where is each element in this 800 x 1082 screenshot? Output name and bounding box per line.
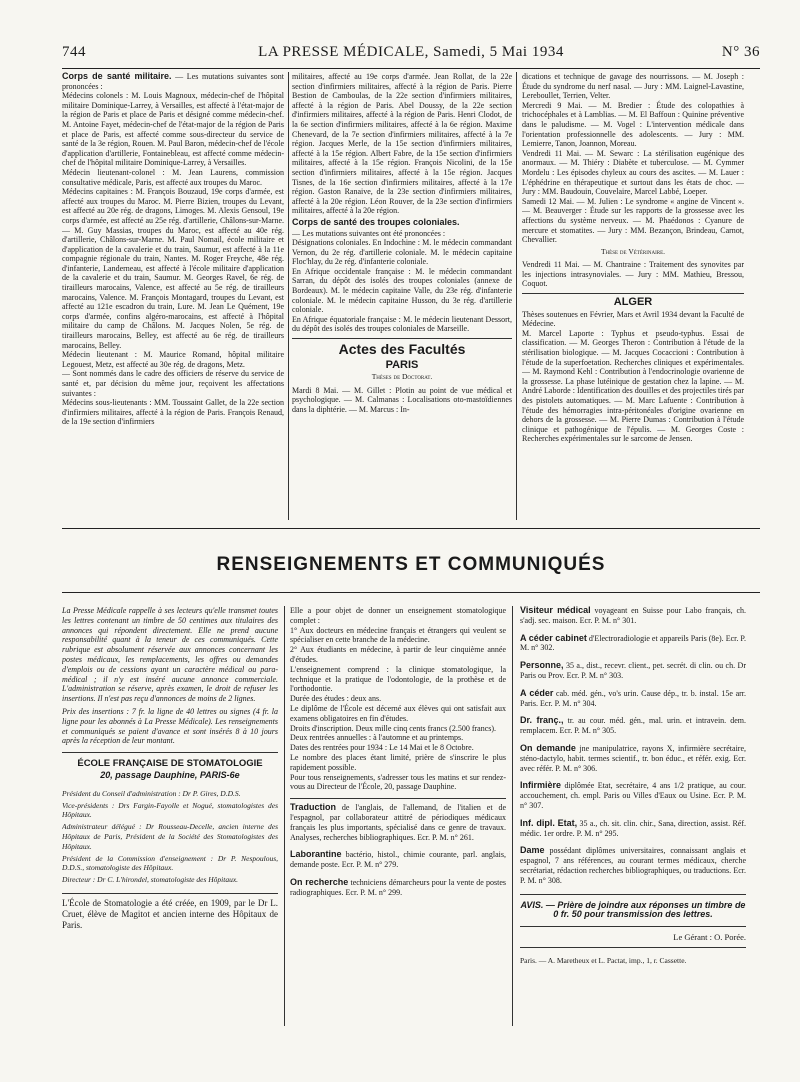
column-theses (522, 72, 744, 520)
ad-title: Personne, (520, 660, 564, 671)
ad-text: de l'anglais, de l'allemand, de l'italien et de l'espagnol, par collaborateur attitré de périodiques médicaux français les plus importants, spécialisé dans ce genre de travaux. Analyses, recherches bibliographiques. Ecr. P. M. n° 261. (290, 803, 506, 842)
paragraph: Pour tous renseignements, s'adresser tous les matins et sur rendez-vous au Directeur de l'École, 20, passage Dauphine. (290, 772, 506, 792)
page-number: 744 (62, 44, 86, 60)
divider (290, 798, 506, 799)
classified-ad (520, 689, 746, 709)
officer-line: Directeur : Dr C. L'hirondel, stomatologiste des Hôpitaux. (62, 875, 239, 885)
paragraph: Médecins colonels : M. Louis Magnoux, médecin-chef de l'hôpital militaire Dominique-Larrey, à Versailles, est affecté à l'état-major de la région de Paris et place de Paris et désigné comme médecin-chef. M. Antoine Fayet, médecin-chef de l'état-major de la région de Paris et place de Paris, est affecté comme sous-directeur du service de santé de la 3e région, Rouen. M. Paul Baron, médecin-chef de l'école d'application d'artillerie, Fontainebleau, est affecté comme médecin-chef de l'hôpital militaire Dominique-Larrey, à Versailles. (62, 91, 284, 168)
paragraph: Le diplôme de l'École est décerné aux élèves qui ont satisfait aux examens obligatoires en fin d'études. (290, 703, 506, 723)
officer-line: Administrateur délégué : Dr Rousseau-Decelle, ancien interne des Hôpitaux de Paris, Président de la Société des Stomatologistes des Hôpitaux. (62, 822, 278, 851)
rubric-prices: Prix des insertions : 7 fr. la ligne de 40 lettres ou signes (4 fr. la ligne pour les abonnés à La Presse Médicale). Les renseignements et communiqués se paient d'avance et sont insérés 8 à 10 jours après la réception de leur montant. (62, 706, 278, 746)
ad-text: possédant diplômes universitaires, connaissant anglais et espagnol, 7 ans références, au courant termes médicaux, cherche secrétariat, rédaction recherches bibliographiques, ou traductions. Ecr. P. M. n° 308. (520, 846, 746, 885)
paragraph: Désignations coloniales. En Indochine : M. le médecin commandant Vernon, du 2e rég. d'artillerie coloniale. M. le médecin capitaine Floc'hlay, du 2e rég. d'infanterie coloniale. (292, 238, 512, 267)
paragraph: Mardi 8 Mai. — M. Gillet : Plotin au point de vue médical et psychologique. — M. Calmanas : Localisations oto-mastoïdiennes dans la diphtérie. — M. Marcus : In- (292, 385, 512, 414)
ad-title: Inf. dipl. Etat, (520, 817, 578, 828)
paragraph: Thèses soutenues en Février, Mars et Avril 1934 devant la Faculté de Médecine. (522, 309, 744, 329)
rubric-column-1 (62, 606, 278, 1040)
section-rule (62, 528, 760, 529)
ad-title: Dame (520, 845, 545, 856)
column-divider (288, 72, 289, 520)
ad-text: voyageant en Suisse pour Labo français, ch. s'adj. sec. maison. Ecr. P. M. n° 301. (520, 606, 746, 625)
school-title: ÉCOLE FRANÇAISE DE STOMATOLOGIE (77, 758, 263, 770)
avis-notice: AVIS. — Prière de joindre aux réponses un timbre de 0 fr. 50 pour transmission des lettres. (520, 899, 746, 920)
paragraph: Samedi 12 Mai. — M. Julien : Le syndrome « angine de Vincent ». — M. Beauverger : Étude sur les rapports de la grossesse avec les affections du système nerveux. — M. Phaédonos : Cyanure de mercure et stomatites. — Jury : MM. Bezançon, Brindeau, Carnot, Chevallier. (522, 196, 744, 245)
paragraph: — Sont nommés dans le cadre des officiers de réserve du service de santé et, par décision du même jour, reçoivent les affectations suivantes : (62, 369, 284, 398)
paragraph: Médecin lieutenant-colonel : M. Jean Laurens, commission consultative médicale, Paris, est affecté aux troupes du Maroc. (62, 167, 284, 187)
school-history: L'École de Stomatologie a été créée, en 1909, par le Dr L. Cruet, élève de Magitot et ancien interne des Hôpitaux de Paris. (62, 897, 278, 930)
classified-ad (290, 803, 506, 842)
ad-title: Infirmière (520, 780, 562, 791)
classified-ad (290, 850, 506, 870)
section-heading: Corps de santé militaire. (62, 72, 172, 81)
ad-text: 35 a., dist., recevr. client., pet. secrét. di clin. ou ch. Dr Paris ou Prov. Ecr. P. M. n° 303. (520, 661, 746, 680)
paragraph: Médecin lieutenant : M. Maurice Romand, hôpital militaire Legouest, Metz, est affecté au 30e rég. de dragons, Metz. (62, 350, 284, 369)
paragraph: Médecins sous-lieutenants : MM. Toussaint Gallet, de la 22e section d'infirmiers militaires, affecté à la région de Paris. François Renaud, de la 19e section d'infirmiers (62, 398, 284, 427)
printer-line: Paris. — A. Maretheux et L. Pactat, imp., 1, r. Cassette. (520, 955, 687, 965)
officer-line: Vice-présidents : Drs Fargin-Fayolle et Nogué, stomatologistes des Hôpitaux. (62, 800, 278, 820)
column-divider (284, 606, 285, 1026)
journal-title: LA PRESSE MÉDICALE, Samedi, 5 Mai 1934 (258, 44, 564, 60)
faculties-title: Actes des Facultés (338, 341, 466, 358)
officer-line: Président de la Commission d'enseignement : Dr P. Nespoulous, D.D.S., stomatologiste des Hôpitaux. (62, 853, 278, 873)
ad-text: 35 a., ch. sit. clin. chir., Sana, direction, assist. Réf. médic. 1er ordre. P. M. n° 295. (520, 818, 746, 838)
paragraph: Vendredi 11 Mai. — M. Sewarc : La stérilisation eugénique des anormaux. — M. Thiéry : Diabète et tuberculose. — M. Cymmer Mordelu : Les épisodes chyleux au cours des ascites. — M. Lauer : L'éphédrine en thérapeutique et surtout dans les états de choc. — Jury : MM. Baudouin, Couvelaire, Marcel Labbé, Loeper. (522, 148, 744, 197)
ad-title: Visiteur médical (520, 606, 591, 615)
city-heading: ALGER (613, 296, 653, 309)
rubric-column-2 (290, 606, 506, 1040)
divider (520, 894, 746, 895)
classified-ad (520, 634, 746, 654)
column-divider (512, 606, 513, 1026)
ad-text: jne manipulatrice, rayons X, infirmière secrétaire, sténo-dactylo, habit. termes scientif., tr. bon éduc., et référ. exig. Ecr. avec référ. P. M. n° 306. (520, 743, 746, 773)
section-intro: — Les mutations suivantes sont prononcées : (62, 72, 284, 91)
classified-ad (520, 744, 746, 773)
officer-line: Président du Conseil d'administration : Dr P. Gires, D.D.S. (62, 788, 241, 798)
ad-text: tr. au cour. méd. gén., mal. urin. et intravein. dem. remplacem. Ecr. P. M. n° 305. (520, 716, 746, 736)
classified-ad (520, 606, 746, 626)
divider (520, 947, 746, 948)
paragraph: dications et technique de gavage des nourrissons. — M. Joseph : Étude du syndrome du nerf nasal. — Jury : MM. Laignel-Lavastine, Lereboullet, Terrien, Velter. (522, 72, 744, 101)
theses-label: Thèses de Doctorat. (371, 372, 433, 382)
column-military-health (62, 72, 284, 520)
header-rule (62, 68, 760, 69)
vet-thesis-label: Thèse de Vétérinaire. (600, 246, 666, 256)
ad-text: techniciens démarcheurs pour la vente de postes radiographiques. Ecr. P. M. n° 299. (290, 877, 506, 897)
paragraph: Elle a pour objet de donner un enseignement stomatologique complet : (290, 606, 506, 625)
school-address: 20, passage Dauphine, PARIS-6e (100, 769, 240, 780)
classified-ad (520, 846, 746, 885)
ad-title: Dr. franç., (520, 715, 564, 726)
classified-ad (520, 716, 746, 736)
section-heading: Corps de santé des troupes coloniales. (292, 216, 460, 227)
paragraph: Droits d'inscription. Deux mille cinq cents francs (2.500 francs). (290, 723, 497, 733)
issue-number: N° 36 (721, 44, 760, 60)
classified-ad (290, 878, 506, 898)
ad-text: cab. méd. gén., vo's urin. Cause dép., tr. b. instal. 15e arr. Paris. Ecr. P. M. n° 304. (520, 688, 746, 708)
paragraph: L'enseignement comprend : la clinique stomatologique, la technique et la pratique de l'odontologie, de la prothèse et de l'orthodontie. (290, 664, 506, 694)
communiques-banner: RENSEIGNEMENTS ET COMMUNIQUÉS (216, 554, 606, 575)
page-header (62, 44, 760, 64)
paragraph: militaires, affecté au 19e corps d'armée. Jean Rollat, de la 22e section d'infirmiers militaires, affecté à la région de Paris. Pierre Bestion de Camboulas, de la 22e section d'infirmiers militaires, affecté à la région de Paris. Abel Doussy, de la 22e section d'infirmiers militaires, affecté à la région de Paris. Henri Clodot, de la 6e section d'infirmiers militaires, affecté à la 6e région. Maxime Chenevard, de la 7e section d'infirmiers militaires, affecté à la 7e région. Jacques Merle, de la 15e section d'infirmiers militaires, affecté à la 15e région. Albert Fabre, de la 15e section d'infirmiers militaires, affecté à la 15e région. François Nicolini, de la 15e section d'infirmiers militaires, affecté à la 15e région. Jacques Tisnes, de la 16e section d'infirmiers militaires, affecté à la 17e région. Gaston Ranaive, de la 23e section d'infirmiers militaires, affecté à la 20e région. Léon Rouver, de la 23e section d'infirmiers militaires, affecté à la 20e région. (292, 72, 512, 216)
classified-ad (520, 661, 746, 681)
ad-title: Laborantine (290, 849, 342, 860)
city-heading: PARIS (385, 358, 419, 371)
gerant-signature: Le Gérant : O. Porée. (673, 932, 746, 943)
divider (522, 293, 744, 294)
ad-title: On recherche (290, 876, 349, 887)
ad-text: bactério, histol., chimie courante, parl. anglais, demande poste. Ecr. P. M. n° 279. (290, 850, 506, 870)
divider (62, 752, 278, 753)
paragraph: 2° Aux étudiants en médecine, à partir de leur cinquième année d'études. (290, 645, 506, 664)
paragraph: Dates des rentrées pour 1934 : Le 14 Mai et le 8 Octobre. (290, 743, 474, 753)
paragraph: M. Marcel Laporte : Typhus et pseudo-typhus. Essai de classification. — M. Georges Theron : Contribution à l'étude de la stérilisation biologique. — M. Jacques Cocaccioni : Contribution à l'étude de la superfoetation. Recherches cliniques et expérimentales. — M. Raymond Kehl : Contribution à l'endocrinologie ovarienne de la grossesse. La phase lutéinique de gestation chez la lapine. — M. André Laborde : Identification des douilles et des projectiles tirés par des pistolets automatiques. — M. Marc Lafuente : Contribution à l'étude des hémorragies intra-péritonéales d'origine ovarienne en dehors de la grossesse. — M. Pierre Dumas : Contribution à l'étude clinique et pathogénique de l'épulis. — M. Georges Coste : Recherches expérimentales sur le sarcome de Jensen. (522, 328, 744, 444)
ad-title: Traduction (290, 802, 337, 813)
paragraph: En Afrique occidentale française : M. le médecin commandant Sarran, du dépôt des isolés des troupes coloniales (annexe de Bordeaux). M. le médecin capitaine Valle, du 23e rég. d'infanterie coloniale. M. le médecin capitaine Husson, du 3e rég. d'artillerie coloniale. (292, 266, 512, 315)
ad-title: A céder cabinet (520, 632, 587, 643)
divider (520, 926, 746, 927)
paragraph: Durée des études : deux ans. (290, 694, 382, 704)
classified-ad (520, 819, 746, 839)
paragraph: En Afrique équatoriale française : M. le médecin lieutenant Dessort, du dépôt des isolés des troupes coloniales de Marseille. (292, 314, 512, 334)
paragraph: Médecins capitaines : M. François Bouzaud, 19e corps d'armée, est affecté aux troupes du Maroc. M. Pierre Bizien, troupes du Levant, est affecté au 20e rég. de dragons, Limoges. M. Alexis Gensoul, 19e corps d'armée, est affecté au 25e rég. d'artillerie, Châlons-sur-Marne. — M. Guy Massias, troupes du Maroc, est affecté au 40e rég. d'artillerie, Châlons-sur-Marne. M. Paul Nomail, école militaire et d'application de la cavalerie et du train, Saumur, est affecté à la 11e compagnie régionale du train, Nantes. M. Roger Freyche, 48e rég. d'infanterie, Landerneau, est affecté à l'école militaire d'application de la cavalerie et du train, Saumur. M. Georges Ravel, 6e rég. de tirailleurs marocains, Valence, est affecté au 5e rég. de tirailleurs marocains, Valence. M. François Montagard, troupes du Levant, est affecté au 121e escadron du train, Lure. M. Jean Le Quément, 19e corps d'armée, confins algéro-marocains, est affecté à l'hôpital militaire du camp de Châlons. M. Jacques Nolen, 5e rég. de tirailleurs marocains, Belley, est affecté au 6e rég. de tirailleurs marocains, Belley. (62, 187, 284, 350)
ad-text: d'Electroradiologie et appareils Paris (8e). Ecr. P. M. n° 302. (520, 633, 746, 653)
column-divider (516, 72, 517, 520)
paragraph: 1° Aux docteurs en médecine français et étrangers qui veulent se spécialiser en cette branche de la médecine. (290, 625, 506, 645)
divider (292, 338, 512, 339)
paragraph: Deux rentrées annuelles : à l'automne et au printemps. (290, 733, 464, 743)
rubric-column-3 (520, 606, 746, 1046)
section-rule (62, 592, 760, 593)
ad-title: On demande (520, 742, 576, 753)
paragraph: Le nombre des places étant limité, prière de s'inscrire le plus rapidement possible. (290, 752, 506, 772)
section-intro: — Les mutations suivantes ont été prononcées : (292, 228, 446, 238)
paragraph: Vendredi 11 Mai. — M. Chantraine : Traitement des synovites par les injections intrasynoviales. — Jury : MM. Mathieu, Bressou, Coquot. (522, 260, 744, 289)
divider (62, 893, 278, 894)
ad-title: A céder (520, 687, 554, 698)
paragraph: Mercredi 9 Mai. — M. Bredier : Étude des colopathies à trichocéphales et à Lamblias. — M. El Baffoun : Quinine préventive dans le paludisme. — M. Vogel : L'intervention médicale dans l'orientation professionnelle des adolescents. — Jury : MM. Lemierre, Tanon, Joannon, Moreau. (522, 100, 744, 149)
rubric-notice: La Presse Médicale rappelle à ses lecteurs qu'elle transmet toutes les lettres contenant un timbre de 50 centimes aux titulaires des annonces qui répondent directement. Elle ne prend aucune responsabilité quant à la teneur de ces communiqués. Cette rubrique est absolument réservée aux annonces concernant les postes médicaux, les remplacements, les offres ou demandes d'emplois ou de cessions ayant un caractère médical ou para-médical ; il n'y est inséré aucune annonce commerciale. L'administration se réserve, après examen, le droit de refuser les insertions. Il n'est pas reçu d'annonces de moins de 2 lignes. (62, 606, 278, 704)
ad-text: diplômée Etat, secrétaire, 4 ans 1/2 pratique, au cour. accouchement, ch. empl. Paris ou Villes d'Eaux ou Usine. Ecr. P. M. n° 307. (520, 781, 746, 810)
classified-ad (520, 781, 746, 810)
column-colonial-and-faculties (292, 72, 512, 520)
